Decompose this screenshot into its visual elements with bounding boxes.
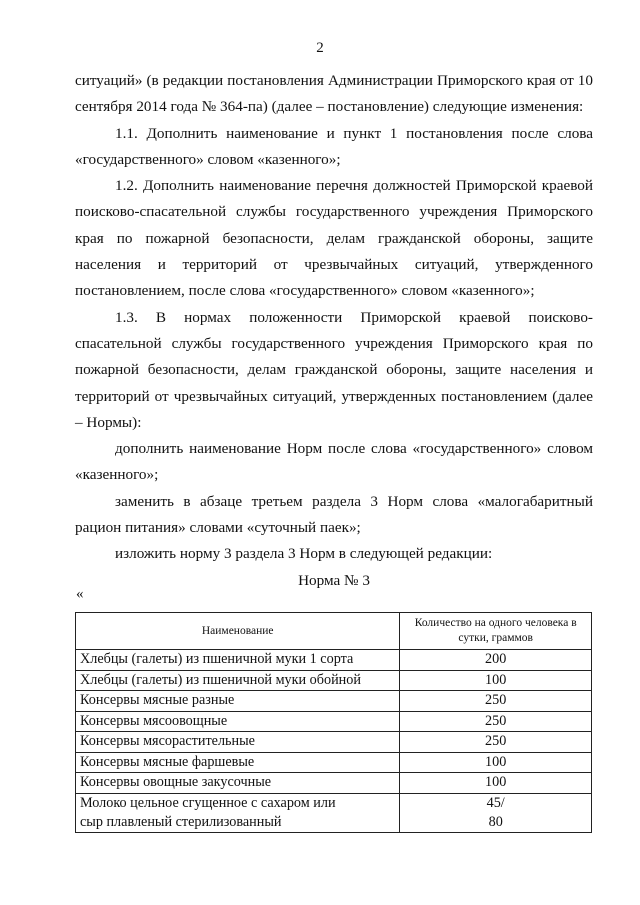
page-number: 2 bbox=[316, 40, 324, 56]
item-name: Хлебцы (галеты) из пшеничной муки обойной bbox=[76, 670, 400, 691]
table-row bbox=[76, 691, 592, 712]
item-name-line: Молоко цельное сгущенное с сахаром или bbox=[80, 794, 336, 811]
table-row bbox=[76, 793, 592, 832]
item-quantity-line: 45/ bbox=[486, 794, 505, 811]
table-row bbox=[76, 670, 592, 691]
item-quantity: 250 bbox=[400, 691, 592, 712]
paragraph-state-norm: изложить норму 3 раздела 3 Норм в следующей редакции: bbox=[115, 545, 493, 563]
item-quantity-line: 80 bbox=[488, 813, 503, 830]
item-name bbox=[76, 793, 400, 832]
paragraph-intro: ситуаций» (в редакции постановления Администрации Приморского края от 10 сентября 2014 года № 364-па) (далее – постановление) следующие изменения: bbox=[75, 72, 593, 116]
table-row bbox=[76, 650, 592, 671]
header-quantity: Количество на одного человека в сутки, граммов bbox=[400, 613, 592, 650]
item-name: Консервы мясорастительные bbox=[76, 732, 400, 753]
norm-title: Норма № 3 bbox=[298, 571, 370, 589]
item-quantity bbox=[400, 793, 592, 832]
paragraph-add-name: дополнить наименование Норм после слова «государственного» словом «казенного»; bbox=[75, 440, 593, 484]
header-name: Наименование bbox=[76, 613, 400, 650]
table-row bbox=[76, 711, 592, 732]
paragraph-1-1: 1.1. Дополнить наименование и пункт 1 постановления после слова «государственного» словом «казенного»; bbox=[75, 124, 593, 168]
paragraph-1-2: 1.2. Дополнить наименование перечня должностей Приморской краевой поисково-спасательной службы государственного учреждения Приморского края по пожарной безопасности, делам гражданской обороны, защите населения и территорий от чрезвычайных ситуаций, утвержденного постановлением, после слова «государственного» словом «казенного»; bbox=[75, 177, 593, 300]
item-quantity: 250 bbox=[400, 732, 592, 753]
norm-table bbox=[75, 612, 592, 833]
table-row bbox=[76, 752, 592, 773]
item-name: Консервы овощные закусочные bbox=[76, 773, 400, 794]
item-quantity: 200 bbox=[400, 650, 592, 671]
document-body bbox=[75, 68, 593, 594]
item-quantity: 100 bbox=[400, 752, 592, 773]
table-header-row bbox=[76, 613, 592, 650]
paragraph-1-3: 1.3. В нормах положенности Приморской краевой поисково-спасательной службы государственного учреждения Приморского края по пожарной безопасности, делам гражданской обороны, защите населения и территорий от чрезвычайных ситуаций, утвержденных постановлением (далее – Нормы): bbox=[75, 308, 593, 431]
item-name: Хлебцы (галеты) из пшеничной муки 1 сорта bbox=[76, 650, 400, 671]
opening-quote-mark: « bbox=[76, 586, 84, 602]
table-row bbox=[76, 732, 592, 753]
item-name: Консервы мясные фаршевые bbox=[76, 752, 400, 773]
paragraph-replace: заменить в абзаце третьем раздела 3 Норм слова «малогабаритный рацион питания» словами «суточный паек»; bbox=[75, 492, 593, 537]
item-quantity: 100 bbox=[400, 670, 592, 691]
item-name: Консервы мясные разные bbox=[76, 691, 400, 712]
item-name: Консервы мясоовощные bbox=[76, 711, 400, 732]
item-quantity: 100 bbox=[400, 773, 592, 794]
item-name-line: сыр плавленый стерилизованный bbox=[80, 813, 282, 830]
table-row bbox=[76, 773, 592, 794]
item-quantity: 250 bbox=[400, 711, 592, 732]
